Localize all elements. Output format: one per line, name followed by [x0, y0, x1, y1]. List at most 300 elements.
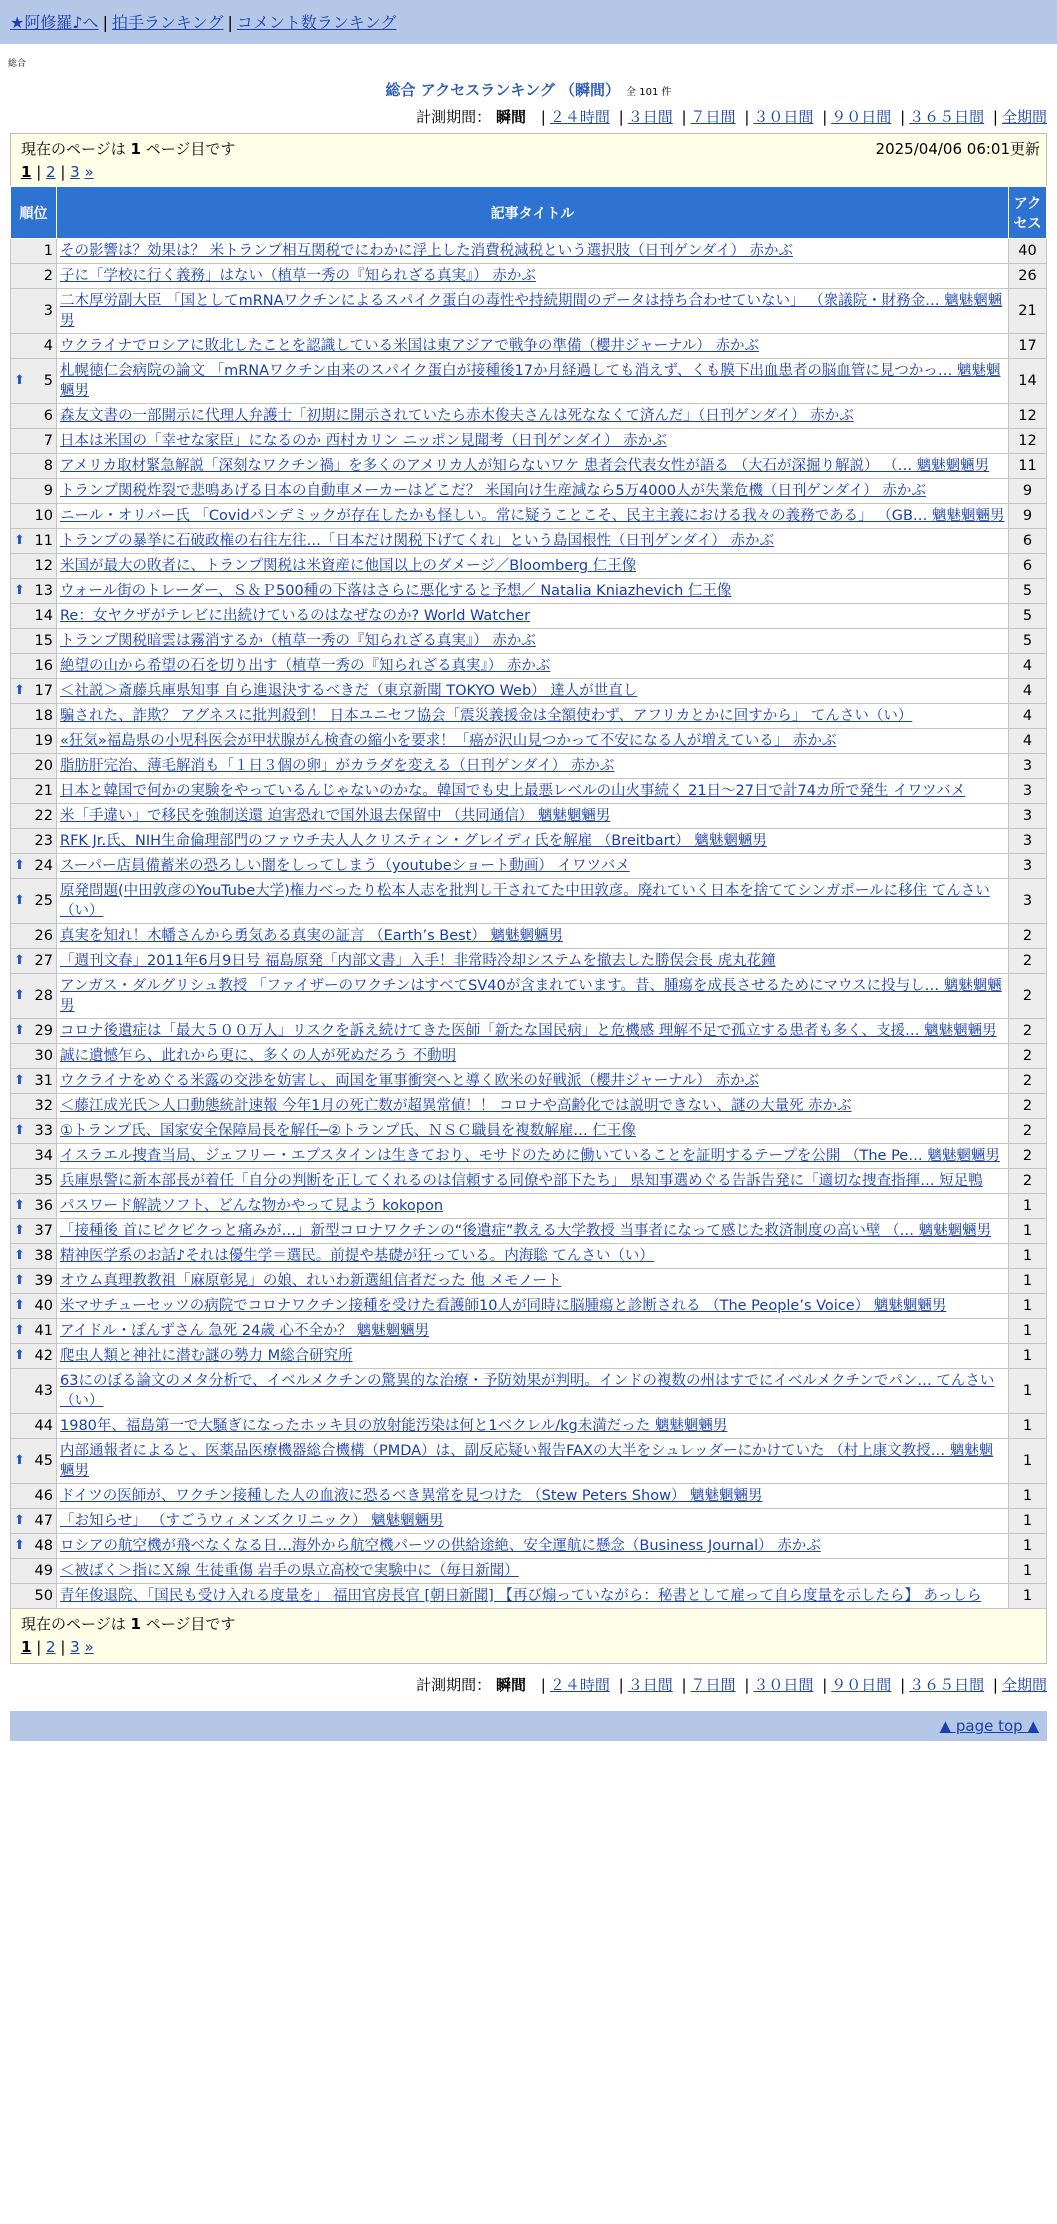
access-count: 5: [1009, 604, 1047, 629]
table-row: [11, 554, 1047, 579]
access-count: 6: [1009, 529, 1047, 554]
table-row: [11, 704, 1047, 729]
period-selector-top: 計測期間： 瞬間 | ２４時間 | ３日間 | ７日間 | ３０日間 | ９０日間 | ３６５日間 | 全期間: [416, 108, 1047, 126]
header-title: 記事タイトル: [57, 187, 1009, 239]
rank-cell: [11, 1119, 57, 1144]
nav-link-comment-ranking[interactable]: コメント数ランキング: [236, 13, 397, 32]
article-link[interactable]: ＜社説＞斎藤兵庫県知事 自ら進退決するべきだ（東京新聞 TOKYO Web） 達人が世直し: [60, 683, 638, 699]
rank-cell: [11, 1294, 57, 1319]
period-link-90d[interactable]: ９０日間: [831, 1676, 892, 1694]
page-info-bottom: [10, 1609, 1047, 1664]
table-row: [11, 924, 1047, 949]
rank-number: 31: [34, 1073, 53, 1089]
rank-cell: [11, 1484, 57, 1509]
title-cell: [57, 804, 1009, 829]
article-link[interactable]: 誠に遺憾乍ら、此れから更に、多くの人が死ぬだろう 不動明: [60, 1048, 457, 1064]
title-cell: [57, 579, 1009, 604]
rank-number: 8: [43, 458, 53, 474]
rank-up-arrow-icon: ⬆: [14, 373, 25, 388]
table-row: [11, 1019, 1047, 1044]
title-cell: [57, 1169, 1009, 1194]
rank-number: 21: [34, 783, 53, 799]
period-link-30d[interactable]: ３０日間: [753, 1676, 814, 1694]
rank-number: 24: [34, 858, 53, 874]
rank-number: 39: [34, 1273, 53, 1289]
rank-number: 3: [43, 303, 53, 319]
rank-cell: [11, 404, 57, 429]
table-row: [11, 1559, 1047, 1584]
article-link[interactable]: 子に「学校に行く義務」はない（植草一秀の『知られざる真実』） 赤かぶ: [60, 268, 536, 284]
rank-cell: [11, 1019, 57, 1044]
title-cell: [57, 604, 1009, 629]
rank-number: 33: [34, 1123, 53, 1139]
rank-up-arrow-icon: ⬆: [14, 1453, 25, 1468]
access-count: 5: [1009, 579, 1047, 604]
article-link[interactable]: 精神医学系のお話♪それは優生学＝選民。前提や基礎が狂っている。内海聡 てんさい（い）: [60, 1248, 654, 1264]
table-row: [11, 604, 1047, 629]
title-cell: [57, 334, 1009, 359]
title-cell: [57, 1144, 1009, 1169]
period-selector-bottom: 計測期間： 瞬間 | ２４時間 | ３日間 | ７日間 | ３０日間 | ９０日間 | ３６５日間 | 全期間: [416, 1676, 1047, 1694]
table-row: [11, 1119, 1047, 1144]
article-link[interactable]: アメリカ取材緊急解説「深刻なワクチン禍」を多くのアメリカ人が知らないワケ 患者会代表女性が語る （大石が深掘り解説） （… 魑魅魍魎男: [60, 458, 990, 474]
page-link-2[interactable]: 2: [46, 163, 56, 181]
rank-cell: [11, 924, 57, 949]
title-cell: [57, 554, 1009, 579]
access-count: 4: [1009, 654, 1047, 679]
title-cell: [57, 1559, 1009, 1584]
article-link[interactable]: ①トランプ氏、国家安全保障局長を解任─②トランプ氏、ＮＳＣ職員を複数解雇… 仁王像: [60, 1123, 636, 1139]
rank-number: 38: [34, 1248, 53, 1264]
table-row: [11, 754, 1047, 779]
article-link[interactable]: 米「手違い」で移民を強制送還 迫害恐れで国外退去保留中 （共同通信） 魑魅魍魎男: [60, 808, 611, 824]
period-current: 瞬間: [495, 108, 526, 126]
rank-cell: [11, 1369, 57, 1414]
table-row: [11, 1269, 1047, 1294]
article-link[interactable]: ウォール街のトレーダー、Ｓ＆Ｐ500種の下落はさらに悪化すると予想／ Natalia Kniazhevich 仁王像: [60, 583, 732, 599]
rank-cell: [11, 604, 57, 629]
rank-number: 50: [34, 1588, 53, 1604]
rank-number: 47: [34, 1513, 53, 1529]
article-link[interactable]: 1980年、福島第一で大騒ぎになったホッキ貝の放射能汚染は何と1ベクレル/kg未満だった 魑魅魍魎男: [60, 1418, 728, 1434]
rank-cell: [11, 359, 57, 404]
rank-up-arrow-icon: ⬆: [14, 533, 25, 548]
rank-cell: [11, 1244, 57, 1269]
nav-link-home[interactable]: ★阿修羅♪へ: [10, 13, 99, 32]
table-row: [11, 1194, 1047, 1219]
rank-cell: [11, 429, 57, 454]
table-row: [11, 454, 1047, 479]
rank-cell: [11, 554, 57, 579]
article-link[interactable]: 日本と韓国で何かの実験をやっているんじゃないのかな。韓国でも史上最悪レベルの山火事続く 21日～27日で計74カ所で発生 イワツバメ: [60, 783, 966, 799]
title-cell: [57, 1414, 1009, 1439]
article-link[interactable]: トランプの暴挙に石破政権の右往左往…「日本だけ関税下げてくれ」という島国根性（日刊ゲンダイ） 赤かぶ: [60, 533, 774, 549]
title-cell: [57, 854, 1009, 879]
rank-cell: [11, 1169, 57, 1194]
access-count: 2: [1009, 1069, 1047, 1094]
rank-cell: [11, 454, 57, 479]
title-cell: [57, 974, 1009, 1019]
page-info-top: [10, 133, 1047, 186]
article-link[interactable]: コロナ後遺症は「最大５００万人」リスクを訴え続けてきた医師「新たな国民病」と危機感 理解不足で孤立する患者も多く、支援… 魑魅魍魎男: [60, 1023, 997, 1039]
rank-number: 26: [34, 928, 53, 944]
rank-number: 15: [34, 633, 53, 649]
rank-cell: [11, 949, 57, 974]
article-link[interactable]: アイドル・ぽんずさん 急死 24歳 心不全か？ 魑魅魍魎男: [60, 1323, 430, 1339]
rank-number: 43: [34, 1383, 53, 1399]
table-row: [11, 829, 1047, 854]
title-cell: [57, 1069, 1009, 1094]
access-count: 3: [1009, 804, 1047, 829]
rank-up-arrow-icon: ⬆: [14, 1538, 25, 1553]
table-row: [11, 804, 1047, 829]
rank-cell: [11, 1219, 57, 1244]
title-cell: [57, 1219, 1009, 1244]
access-count: 6: [1009, 554, 1047, 579]
rank-number: 16: [34, 658, 53, 674]
access-count: 1: [1009, 1534, 1047, 1559]
article-link[interactable]: パスワード解読ソフト、どんな物かやって見よう kokopon: [60, 1198, 444, 1214]
rank-cell: [11, 879, 57, 924]
table-row: [11, 1294, 1047, 1319]
table-row: [11, 264, 1047, 289]
rank-number: 23: [34, 833, 53, 849]
rank-number: 1: [43, 243, 53, 259]
access-count: 4: [1009, 729, 1047, 754]
title-cell: [57, 239, 1009, 264]
article-link[interactable]: 63にのぼる論文のメタ分析で、イベルメクチンの驚異的な治療・予防効果が判明。インドの複数の州はすでにイベルメクチンでパン… てんさい（い）: [60, 1373, 995, 1409]
rank-number: 29: [34, 1023, 53, 1039]
table-row: [11, 1319, 1047, 1344]
rank-number: 46: [34, 1488, 53, 1504]
access-count: 1: [1009, 1509, 1047, 1534]
article-link[interactable]: その影響は？効果は？ 米トランプ相互関税でにわかに浮上した消費税減税という選択肢（日刊ゲンダイ） 赤かぶ: [60, 243, 794, 259]
period-link-24h[interactable]: ２４時間: [549, 108, 610, 126]
rank-number: 25: [34, 893, 53, 909]
title-cell: [57, 924, 1009, 949]
access-count: 2: [1009, 1119, 1047, 1144]
updated-timestamp: 2025/04/06 06:01更新: [875, 140, 1040, 158]
access-count: 21: [1009, 289, 1047, 334]
title-text: 総合 アクセスランキング （瞬間）: [385, 81, 621, 99]
article-link[interactable]: ロシアの航空機が飛べなくなる日…海外から航空機パーツの供給途絶、安全運航に懸念（Business Journal） 赤かぶ: [60, 1538, 821, 1554]
title-cell: [57, 1319, 1009, 1344]
title-cell: [57, 779, 1009, 804]
article-link[interactable]: 脂肪肝完治、薄毛解消も「１日３個の卵」がカラダを変える（日刊ゲンダイ） 赤かぶ: [60, 758, 615, 774]
rank-number: 2: [43, 268, 53, 284]
rank-number: 11: [34, 533, 53, 549]
current-page-text: 現在のページは 1 ページ目です: [21, 140, 236, 158]
access-count: 2: [1009, 1019, 1047, 1044]
table-row: [11, 1094, 1047, 1119]
period-link-365d[interactable]: ３６５日間: [909, 108, 985, 126]
article-link[interactable]: トランプ関税炸裂で悲鳴あげる日本の自動車メーカーはどこだ？ 米国向け生産減なら5万4000人が失業危機（日刊ゲンダイ） 赤かぶ: [60, 483, 926, 499]
title-cell: [57, 1584, 1009, 1609]
period-link-all[interactable]: 全期間: [1001, 108, 1047, 126]
rank-number: 45: [34, 1453, 53, 1469]
access-count: 1: [1009, 1194, 1047, 1219]
access-count: 3: [1009, 779, 1047, 804]
rank-cell: [11, 479, 57, 504]
rank-cell: [11, 1144, 57, 1169]
rank-number: 18: [34, 708, 53, 724]
article-link[interactable]: 真実を知れ！木幡さんから勇気ある真実の証言 （Earth’s Best） 魑魅魍魎男: [60, 928, 563, 944]
title-cell: [57, 729, 1009, 754]
article-link[interactable]: 米国が最大の敗者に、トランプ関税は米資産に他国以上のダメージ／Bloomberg 仁王像: [60, 558, 637, 574]
access-count: 2: [1009, 1169, 1047, 1194]
period-link-3d[interactable]: ３日間: [627, 1676, 673, 1694]
article-link[interactable]: ウクライナをめぐる米露の交渉を妨害し、両国を軍事衝突へと導く欧米の好戦派（櫻井ジャーナル） 赤かぶ: [60, 1073, 760, 1089]
title-cell: [57, 1244, 1009, 1269]
table-row: [11, 779, 1047, 804]
title-cell: [57, 479, 1009, 504]
page-link-3[interactable]: 3: [70, 163, 80, 181]
footer-bar: [10, 1711, 1047, 1741]
rank-number: 27: [34, 953, 53, 969]
rank-cell: [11, 754, 57, 779]
rank-cell: [11, 529, 57, 554]
page-next[interactable]: »: [84, 1638, 94, 1656]
article-link[interactable]: 騙された、詐欺？ アグネスに批判殺到！ 日本ユニセフ協会「震災義援金は全額使わず、アフリカとかに回すから」 てんさい（い）: [60, 708, 913, 724]
access-count: 3: [1009, 854, 1047, 879]
title-cell: [57, 704, 1009, 729]
article-link[interactable]: 米マサチューセッツの病院でコロナワクチン接種を受けた看護師10人が同時に脳腫瘍と診断される （The People’s Voice） 魑魅魍魎男: [60, 1298, 947, 1314]
table-row: [11, 1044, 1047, 1069]
table-row: [11, 629, 1047, 654]
title-cell: [57, 1509, 1009, 1534]
table-row: [11, 1169, 1047, 1194]
nav-link-applause-ranking[interactable]: 拍手ランキング: [111, 13, 224, 32]
rank-cell: [11, 289, 57, 334]
access-count: 14: [1009, 359, 1047, 404]
rank-number: 10: [34, 508, 53, 524]
table-row: [11, 504, 1047, 529]
article-link[interactable]: 爬虫人類と神社に潜む謎の勢力 M総合研究所: [60, 1348, 353, 1364]
title-cell: [57, 949, 1009, 974]
access-count: 9: [1009, 504, 1047, 529]
period-label: 計測期間：: [416, 1676, 492, 1694]
period-link-3d[interactable]: ３日間: [627, 108, 673, 126]
article-link[interactable]: 「お知らせ」 （すごうウィメンズクリニック） 魑魅魍魎男: [60, 1513, 444, 1529]
table-row: [11, 879, 1047, 924]
page-next[interactable]: »: [84, 163, 94, 181]
rank-number: 5: [43, 373, 53, 389]
rank-number: 49: [34, 1563, 53, 1579]
page-top-link[interactable]: ▲ page top ▲: [939, 1717, 1039, 1735]
article-link[interactable]: ＜被ばく＞指にＸ線 生徒重傷 岩手の県立高校で実験中に（毎日新聞）: [60, 1563, 519, 1579]
access-count: 2: [1009, 924, 1047, 949]
period-label: 計測期間：: [416, 108, 492, 126]
rank-up-arrow-icon: ⬆: [14, 1073, 25, 1088]
rank-number: 30: [34, 1048, 53, 1064]
rank-number: 28: [34, 988, 53, 1004]
title-cell: [57, 1094, 1009, 1119]
title-cell: [57, 1344, 1009, 1369]
article-link[interactable]: ウクライナでロシアに敗北したことを認識している米国は東アジアで戦争の準備（櫻井ジャーナル） 赤かぶ: [60, 338, 760, 354]
title-cell: [57, 429, 1009, 454]
article-link[interactable]: 森友文書の一部開示に代理人弁護士「初期に開示されていたら赤木俊夫さんは死ななくて済んだ」（日刊ゲンダイ） 赤かぶ: [60, 408, 854, 424]
period-link-24h[interactable]: ２４時間: [549, 1676, 610, 1694]
rank-number: 32: [34, 1098, 53, 1114]
rank-up-arrow-icon: ⬆: [14, 953, 25, 968]
rank-cell: [11, 854, 57, 879]
rank-cell: [11, 679, 57, 704]
article-link[interactable]: トランプ関税暗雲は霧消するか（植草一秀の『知られざる真実』） 赤かぶ: [60, 633, 536, 649]
article-link[interactable]: ドイツの医師が、ワクチン接種した人の血液に恐るべき異常を見つけた （Stew Peters Show） 魑魅魍魎男: [60, 1488, 763, 1504]
rank-cell: [11, 974, 57, 1019]
access-count: 1: [1009, 1294, 1047, 1319]
rank-number: 12: [34, 558, 53, 574]
access-count: 11: [1009, 454, 1047, 479]
rank-up-arrow-icon: ⬆: [14, 1273, 25, 1288]
rank-number: 36: [34, 1198, 53, 1214]
rank-number: 7: [43, 433, 53, 449]
article-link[interactable]: Re：女ヤクザがテレビに出続けているのはなぜなのか? World Watcher: [60, 608, 531, 624]
access-count: 1: [1009, 1414, 1047, 1439]
article-link[interactable]: RFK Jr.氏、NIH生命倫理部門のファウチ夫人人クリスティン・グレイディ氏を解雇 （Breitbart） 魑魅魍魎男: [60, 833, 767, 849]
rank-cell: [11, 629, 57, 654]
rank-number: 42: [34, 1348, 53, 1364]
rank-number: 6: [43, 408, 53, 424]
article-link[interactable]: オウム真理教教祖「麻原彰晃」の娘、れいわ新選組信者だった 他 メモノート: [60, 1273, 562, 1289]
header-rank: 順位: [11, 187, 57, 239]
category-label: 総合: [8, 59, 27, 69]
article-link[interactable]: 絶望の山から希望の石を切り出す（植草一秀の『知られざる真実』） 赤かぶ: [60, 658, 551, 674]
rank-number: 37: [34, 1223, 53, 1239]
table-row: [11, 1414, 1047, 1439]
access-count: 2: [1009, 949, 1047, 974]
title-cell: [57, 1534, 1009, 1559]
period-current: 瞬間: [495, 1676, 526, 1694]
access-count: 40: [1009, 239, 1047, 264]
rank-number: 9: [43, 483, 53, 499]
period-link-365d[interactable]: ３６５日間: [909, 1676, 985, 1694]
article-link[interactable]: 原発問題(中田敦彦のYouTube大学)権力べったり松本人志を批判し干されてた中田敦彦。廃れていく日本を捨ててシンガポールに移住 てんさい（い）: [60, 883, 990, 919]
title-cell: [57, 1269, 1009, 1294]
article-link[interactable]: アンガス・ダルグリシュ教授 「ファイザーのワクチンはすべてSV40が含まれています。昔、腫瘍を成長させるためにマウスに投与し… 魑魅魍魎男: [60, 978, 1002, 1014]
table-row: [11, 654, 1047, 679]
rank-up-arrow-icon: ⬆: [14, 1223, 25, 1238]
table-row: [11, 579, 1047, 604]
title-cell: [57, 1044, 1009, 1069]
period-link-7d[interactable]: ７日間: [690, 1676, 736, 1694]
rank-cell: [11, 1094, 57, 1119]
title-cell: [57, 1119, 1009, 1144]
page-link-3[interactable]: 3: [70, 1638, 80, 1656]
rank-number: 4: [43, 338, 53, 354]
table-row: [11, 1584, 1047, 1609]
access-count: 17: [1009, 334, 1047, 359]
rank-cell: [11, 1069, 57, 1094]
separator: |: [227, 13, 233, 32]
table-row: [11, 974, 1047, 1019]
article-link[interactable]: 二木厚労副大臣 「国としてmRNAワクチンによるスパイク蛋白の毒性や持続期間のデータは持ち合わせていない」 （衆議院・財務金… 魑魅魍魎男: [60, 293, 1003, 329]
rank-cell: [11, 334, 57, 359]
rank-number: 20: [34, 758, 53, 774]
title-cell: [57, 629, 1009, 654]
access-count: 3: [1009, 879, 1047, 924]
rank-cell: [11, 1194, 57, 1219]
title-cell: [57, 879, 1009, 924]
table-row: [11, 1534, 1047, 1559]
rank-cell: [11, 1344, 57, 1369]
rank-number: 34: [34, 1148, 53, 1164]
access-count: 1: [1009, 1369, 1047, 1414]
table-row: [11, 1344, 1047, 1369]
access-count: 1: [1009, 1219, 1047, 1244]
article-link[interactable]: ＜藤江成光氏＞人口動態統計速報 今年1月の死亡数が超異常値！！ コロナや高齢化では説明できない、謎の大量死 赤かぶ: [60, 1098, 852, 1114]
rank-cell: [11, 239, 57, 264]
access-count: 26: [1009, 264, 1047, 289]
period-link-90d[interactable]: ９０日間: [831, 108, 892, 126]
rank-up-arrow-icon: ⬆: [14, 583, 25, 598]
period-link-30d[interactable]: ３０日間: [753, 108, 814, 126]
table-row: [11, 1219, 1047, 1244]
rank-cell: [11, 804, 57, 829]
article-link[interactable]: 「接種後 首にピクピクっと痛みが…」新型コロナワクチンの“後遺症”教える大学教授 当事者になって感じた救済制度の高い壁 （… 魑魅魍魎男: [60, 1223, 992, 1239]
article-link[interactable]: 札幌徳仁会病院の論文 「mRNAワクチン由来のスパイク蛋白が接種後17か月経過しても消えず、くも膜下出血患者の脳血管に見つかっ… 魑魅魍魎男: [60, 363, 1001, 399]
title-cell: [57, 504, 1009, 529]
page-link-2[interactable]: 2: [46, 1638, 56, 1656]
rank-number: 40: [34, 1298, 53, 1314]
access-count: 12: [1009, 429, 1047, 454]
rank-cell: [11, 1439, 57, 1484]
rank-cell: [11, 729, 57, 754]
title-cell: [57, 1369, 1009, 1414]
rank-cell: [11, 1584, 57, 1609]
article-link[interactable]: 内部通報者によると、医薬品医療機器総合機構（PMDA）は、副反応疑い報告FAXの大半をシュレッダーにかけていた （村上康文教授… 魑魅魍魎男: [60, 1443, 994, 1479]
rank-number: 14: [34, 608, 53, 624]
top-nav: [0, 0, 1057, 44]
table-row: [11, 854, 1047, 879]
rank-up-arrow-icon: ⬆: [14, 988, 25, 1003]
rank-up-arrow-icon: ⬆: [14, 1023, 25, 1038]
article-link[interactable]: 「週刊文春」2011年6月9日号 福島原発「内部文書」入手！非常時冷却システムを撤去した勝俣会長 虎丸花鐘: [60, 953, 776, 969]
table-row: [11, 479, 1047, 504]
title-cell: [57, 529, 1009, 554]
table-row: [11, 1244, 1047, 1269]
rank-cell: [11, 1509, 57, 1534]
title-cell: [57, 829, 1009, 854]
article-link[interactable]: 青年俊退院、「国民も受け入れる度量を」 福田官房長官 [朝日新聞] 【再び煽っていながら：秘書として雇って自ら度量を示したら】 あっしら: [60, 1588, 982, 1604]
rank-number: 41: [34, 1323, 53, 1339]
article-link[interactable]: «狂気»福島県の小児科医会が甲状腺がん検査の縮小を要求！「癌が沢山見つかって不安になる人が増えている」 赤かぶ: [60, 733, 837, 749]
article-link[interactable]: 日本は米国の「幸せな家臣」になるのか 西村カリン ニッポン見聞考（日刊ゲンダイ） 赤かぶ: [60, 433, 667, 449]
access-count: 1: [1009, 1559, 1047, 1584]
rank-up-arrow-icon: ⬆: [14, 1123, 25, 1138]
rank-up-arrow-icon: ⬆: [14, 1248, 25, 1263]
table-row: [11, 239, 1047, 264]
table-row: [11, 949, 1047, 974]
title-cell: [57, 679, 1009, 704]
rank-number: 48: [34, 1538, 53, 1554]
access-count: 3: [1009, 754, 1047, 779]
total-count: 全 101 件: [626, 87, 672, 98]
title-cell: [57, 1019, 1009, 1044]
table-row: [11, 1484, 1047, 1509]
article-link[interactable]: イスラエル捜査当局、ジェフリー・エプスタインは生きており、モサドのために働いていることを証明するテープを公開 （The Pe… 魑魅魍魎男: [60, 1148, 1000, 1164]
period-link-7d[interactable]: ７日間: [690, 108, 736, 126]
rank-up-arrow-icon: ⬆: [14, 683, 25, 698]
rank-number: 19: [34, 733, 53, 749]
rank-cell: [11, 264, 57, 289]
article-link[interactable]: ニール・オリバー氏 「Covidパンデミックが存在したかも怪しい。常に疑うことこそ、民主主義における我々の義務である」 （GB… 魑魅魍魎男: [60, 508, 1005, 524]
period-link-all[interactable]: 全期間: [1001, 1676, 1047, 1694]
table-row: [11, 289, 1047, 334]
title-cell: [57, 289, 1009, 334]
article-link[interactable]: 兵庫県警に新本部長が着任「自分の判断を正してくれるのは信頼する同僚や部下たち」 県知事選めぐる告訴告発に「適切な捜査指揮… 短足鴨: [60, 1173, 983, 1189]
article-link[interactable]: スーパー店員備蓄米の恐ろしい闇をしってしまう（youtubeショート動画） イワツバメ: [60, 858, 630, 874]
